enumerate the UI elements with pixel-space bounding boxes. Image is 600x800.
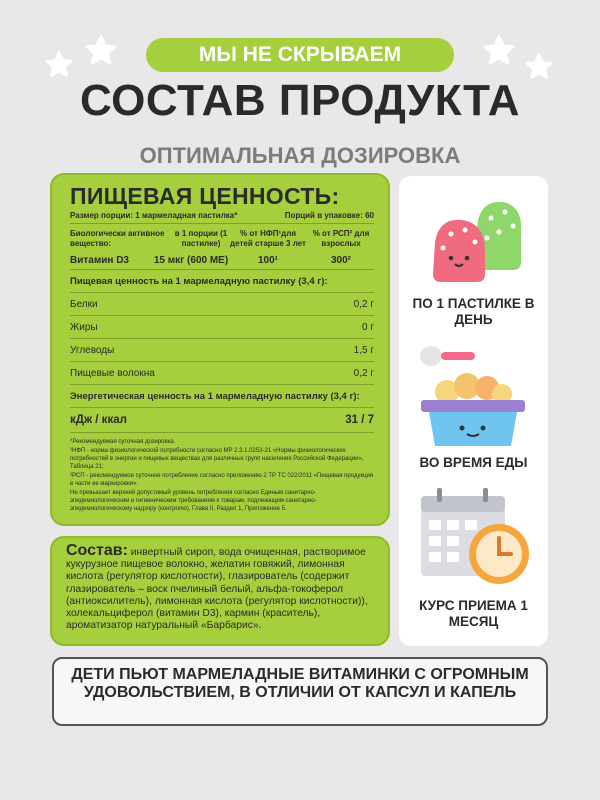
footnote: Не превышает верхний допустимый уровень потребления согласно Единым санитарно-эпидемиологическим и гигиеническим требованиям к товарам, подлежащим санитарно-эпидемиологическому надзору (контролю), Глава II, Раздел 1, Приложение 5. <box>70 490 317 512</box>
vitamin-header: Биологически активное вещество: <box>70 229 165 248</box>
star-icon <box>482 34 516 68</box>
page-title: СОСТАВ ПРОДУКТА <box>79 76 521 125</box>
nutrition-panel <box>50 173 390 526</box>
nutrient-value: 0 г <box>362 322 374 333</box>
vitamin-cell: 300² <box>330 255 351 266</box>
energy-title: Энергетическая ценность на 1 мармеладную пастилку (3,4 г): <box>70 385 374 408</box>
footnotes <box>70 433 374 513</box>
composition-text: инвертный сироп, вода очищенная, растворимое кукурузное пищевое волокно, желатин говяжий, лимонная кислота (регулятор кислотности), глазирователь (содержит глазирователь – воск пчелиный белый, альфа-токоферол (антиоксилитель), лимонная кислота (регулятор кислотности)), холекальциферол (витамин D3), кармин (краситель), ароматизатор натуральный «Барбарис». <box>66 547 368 632</box>
nutrient-row <box>70 316 374 339</box>
nutrient-name: Жиры <box>70 322 98 333</box>
meal-label: ВО ВРЕМЯ ЕДЫ <box>419 455 528 470</box>
footnote: ²РСП - рекомендуемое суточное потребление согласно приложению 2 ТР ТС 022/2011 «Пищевая продукция в части ее маркировки». <box>70 473 374 487</box>
calendar-clock-icon <box>415 486 533 586</box>
nutrient-name: Пищевые волокна <box>70 368 155 379</box>
energy-row <box>70 408 374 433</box>
servings-per-pack: Порций в упаковке: 60 <box>284 211 374 220</box>
vitamin-row <box>70 253 374 270</box>
serving-info <box>70 211 374 224</box>
star-icon <box>84 34 118 68</box>
course-label: КУРС ПРИЕМА 1 МЕСЯЦ <box>419 598 528 629</box>
energy-label: кДж / ккал <box>70 414 127 426</box>
dose-label: ПО 1 ПАСТИЛКЕ В ДЕНЬ <box>412 296 535 327</box>
nutrient-value: 0,2 г <box>353 299 374 310</box>
footer-callout: ДЕТИ ПЬЮТ МАРМЕЛАДНЫЕ ВИТАМИНКИ С ОГРОМНЫМ УДОВОЛЬСТВИЕМ, В ОТЛИЧИИ ОТ КАПСУЛ И КАПЕЛЬ <box>52 657 548 726</box>
vitamin-header: % от НФП¹для детей старше 3 лет <box>230 229 306 248</box>
header-pill: МЫ НЕ СКРЫВАЕМ <box>146 38 454 72</box>
nutrition-title: ПИЩЕВАЯ ЦЕННОСТЬ: <box>70 183 340 209</box>
nutrient-value: 1,5 г <box>353 345 374 356</box>
serving-size: Размер порции: 1 мармеладная пастилка* <box>70 211 238 220</box>
page-subtitle: ОПТИМАЛЬНАЯ ДОЗИРОВКА <box>139 143 461 168</box>
nutrient-name: Углеводы <box>70 345 115 356</box>
nutrient-name: Белки <box>70 299 98 310</box>
vitamin-header: в 1 порции (1 пастилке) <box>174 229 228 248</box>
nutrient-row <box>70 339 374 362</box>
footnote: ¹НФП - норма физиологической потребности согласно МР 2.3.1.0253-21 «Нормы физиологических потребностей в энергии и пищевых веществах для различных групп населения Российской Федерации», Таблица 21; <box>70 448 364 470</box>
composition-panel <box>50 536 390 646</box>
vitamin-cell: 100¹ <box>257 255 278 266</box>
nutrient-row <box>70 362 374 385</box>
bowl-icon <box>417 342 529 450</box>
vitamin-cell: 15 мкг (600 МЕ) <box>153 255 229 266</box>
usage-column <box>399 176 548 646</box>
nutrient-row <box>70 293 374 316</box>
energy-value: 31 / 7 <box>345 414 374 426</box>
nutrient-value: 0,2 г <box>353 368 374 379</box>
vitamin-cell: Витамин D3 <box>70 255 129 266</box>
composition-label: Состав: <box>66 542 128 559</box>
footnote: *Рекомендуемая суточная дозировка. <box>70 439 176 445</box>
vitamin-header-row <box>70 224 374 253</box>
per-piece-title: Пищевая ценность на 1 мармеладную пастилку (3,4 г): <box>70 270 374 293</box>
gummies-icon <box>423 192 528 287</box>
vitamin-header: % от РСП² для взрослых <box>312 229 370 248</box>
